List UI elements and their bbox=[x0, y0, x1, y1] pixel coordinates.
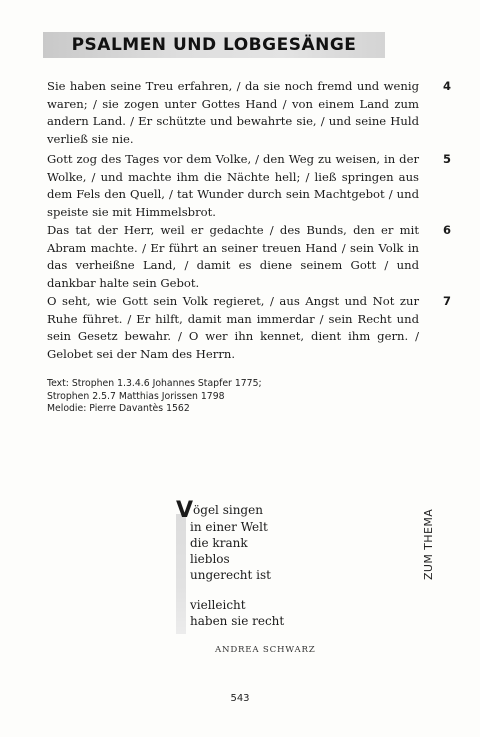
verse-7-text: O seht, wie Gott sein Volk regieret, / aus Angst und Not zur Ruhe führet. / Er hilft, damit man immerdar / sein Recht und sein Gesetz bewahr. / O wer ihn kennet, dient ihm gern. / Gelobet sei der Nam des Herrn. bbox=[47, 294, 419, 361]
poem-line: die krank bbox=[190, 536, 248, 550]
verse-5-number: 5 bbox=[442, 152, 451, 166]
credits-melody-line: Melodie: Pierre Davantès 1562 bbox=[47, 403, 190, 415]
credits-text-line-1: Text: Strophen 1.3.4.6 Johannes Stapfer 1775; bbox=[47, 378, 262, 389]
verse-7-number: 7 bbox=[442, 294, 451, 308]
poem-line-1-rest: ögel singen bbox=[193, 503, 263, 517]
credits-text-line-2: Strophen 2.5.7 Matthias Jorissen 1798 bbox=[47, 390, 225, 402]
verse-4-number: 4 bbox=[442, 79, 451, 93]
side-section-label: ZUM THEMA bbox=[422, 508, 435, 580]
poem-line: ungerecht ist bbox=[190, 568, 271, 582]
verse-6-number: 6 bbox=[442, 223, 451, 237]
hymn-credits bbox=[47, 378, 407, 416]
poem-line: haben sie recht bbox=[190, 614, 285, 628]
poem-dropcap: V bbox=[176, 498, 194, 523]
poem bbox=[176, 498, 396, 629]
poem-stanza-gap bbox=[176, 583, 396, 597]
poem-line: lieblos bbox=[190, 552, 230, 566]
poem-line: vielleicht bbox=[190, 598, 246, 612]
page-title: PSALMEN UND LOBGESÄNGE bbox=[71, 35, 357, 55]
page-number: 543 bbox=[230, 693, 250, 704]
verse-5-text: Gott zog des Tages vor dem Volke, / den Weg zu weisen, in der Wolke, / und machte ihm die Nächte hell; / ließ springen aus dem Fels den Quell, / tat Wunder durch sein Machtgebot / und speiste sie mit Himmelsbrot. bbox=[47, 152, 419, 219]
poem-line-1 bbox=[176, 498, 396, 523]
poem-author: ANDREA SCHWARZ bbox=[215, 645, 316, 655]
poem-line: in einer Welt bbox=[190, 520, 268, 534]
verse-4-text: Sie haben seine Treu erfahren, / da sie noch fremd und wenig waren; / sie zogen unter Gottes Hand / von einem Land zum andern Land. / Er schützte und bewahrte sie, / und seine Huld verließ sie nie. bbox=[47, 79, 419, 146]
verse-6-text: Das tat der Herr, weil er gedachte / des Bunds, den er mit Abram machte. / Er führt an seiner treuen Hand / sein Volk in das verheißne Land, / damit es diene seinem Gott / und dankbar halte sein Gebot. bbox=[47, 223, 419, 290]
